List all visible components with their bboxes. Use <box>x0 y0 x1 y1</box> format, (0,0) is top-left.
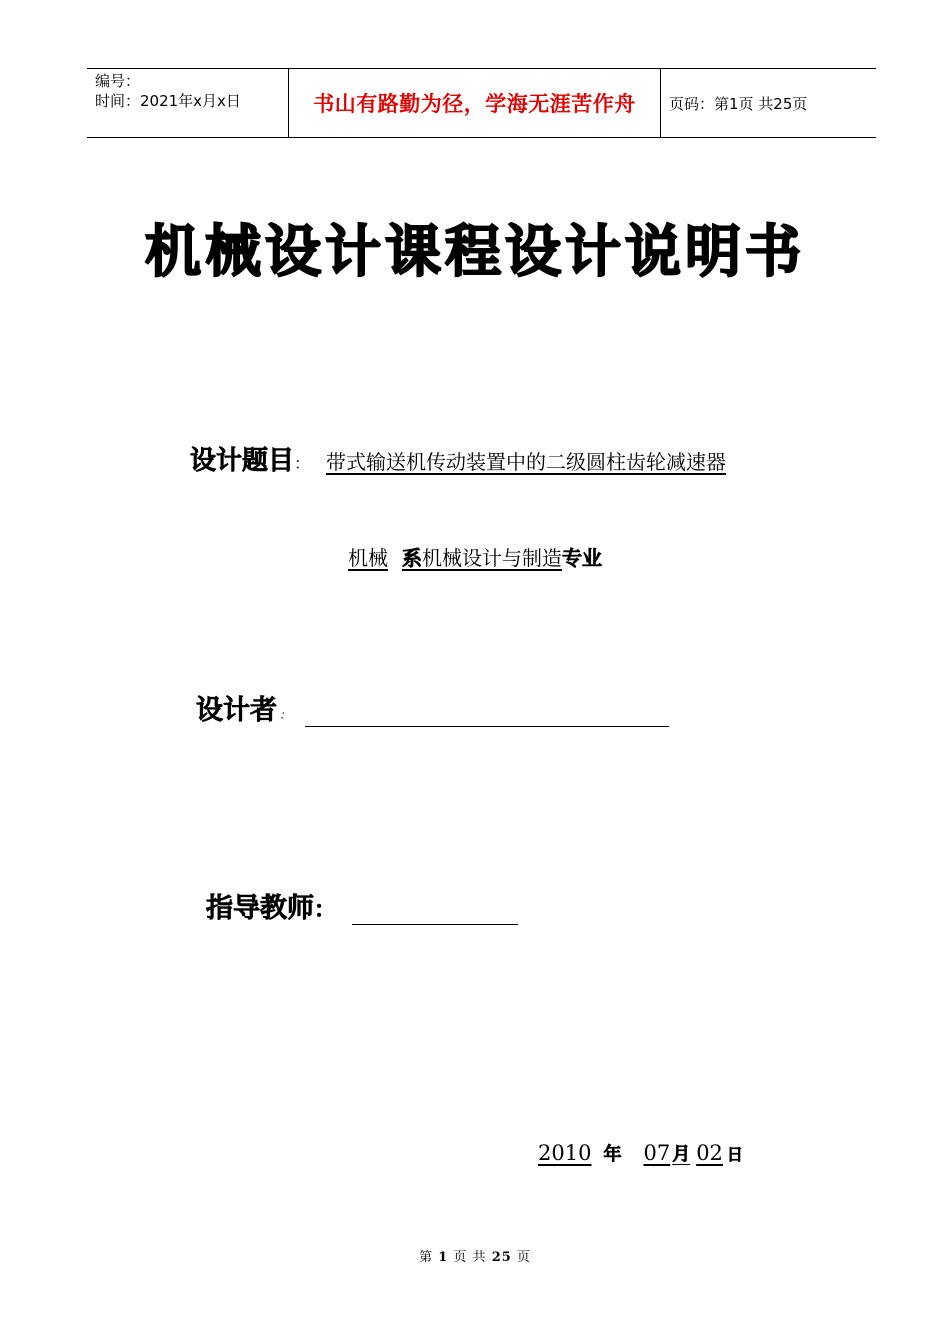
header-motto: 书山有路勤为径，学海无涯苦作舟 <box>313 92 636 116</box>
advisor-row <box>206 886 518 925</box>
designer-colon: ： <box>279 708 292 722</box>
major-suffix: 专业 <box>562 546 602 570</box>
date-month: 07 <box>643 1141 671 1165</box>
topic-colon: ： <box>294 454 311 473</box>
designer-row <box>196 688 669 727</box>
footer-prefix: 第 <box>419 1250 434 1265</box>
footer-page: 1 <box>438 1250 449 1265</box>
topic-row <box>190 440 758 477</box>
header-number-label: 编号： <box>95 72 141 90</box>
advisor-label: 指导教师 <box>206 893 314 924</box>
header-time-label: 时间：2021年x月x日 <box>95 92 241 110</box>
footer-suffix: 页 <box>516 1250 531 1265</box>
designer-blank[interactable] <box>305 700 669 727</box>
date-day-unit: 日 <box>726 1145 743 1164</box>
major-row <box>348 542 602 571</box>
header-meta <box>87 69 288 137</box>
document-title: 机械设计课程设计说明书 <box>145 220 805 285</box>
topic-label: 设计题目 <box>190 446 295 476</box>
date-day: 02 <box>696 1141 723 1165</box>
footer-middle: 页 共 <box>453 1250 487 1265</box>
advisor-blank[interactable] <box>352 894 518 925</box>
designer-label: 设计者 <box>196 695 277 726</box>
topic-value: 带式输送机传动装置中的二级圆柱齿轮减速器 <box>326 450 727 474</box>
page-header <box>87 68 876 138</box>
date-year: 2010 <box>538 1141 592 1165</box>
header-page-label: 页码：第1页 共25页 <box>669 94 808 113</box>
major-dept: 机械 <box>348 546 388 570</box>
major-dept-suffix: 系 <box>402 546 422 570</box>
major-name: 机械设计与制造 <box>422 546 562 570</box>
advisor-colon: ： <box>314 898 337 923</box>
date-month-unit: 月 <box>672 1144 691 1165</box>
date-row <box>522 1140 743 1166</box>
date-year-unit: 年 <box>603 1144 622 1165</box>
header-page-cell <box>661 69 876 137</box>
header-motto-cell <box>288 69 661 137</box>
footer-total: 25 <box>491 1250 512 1265</box>
page-footer <box>0 1246 950 1265</box>
